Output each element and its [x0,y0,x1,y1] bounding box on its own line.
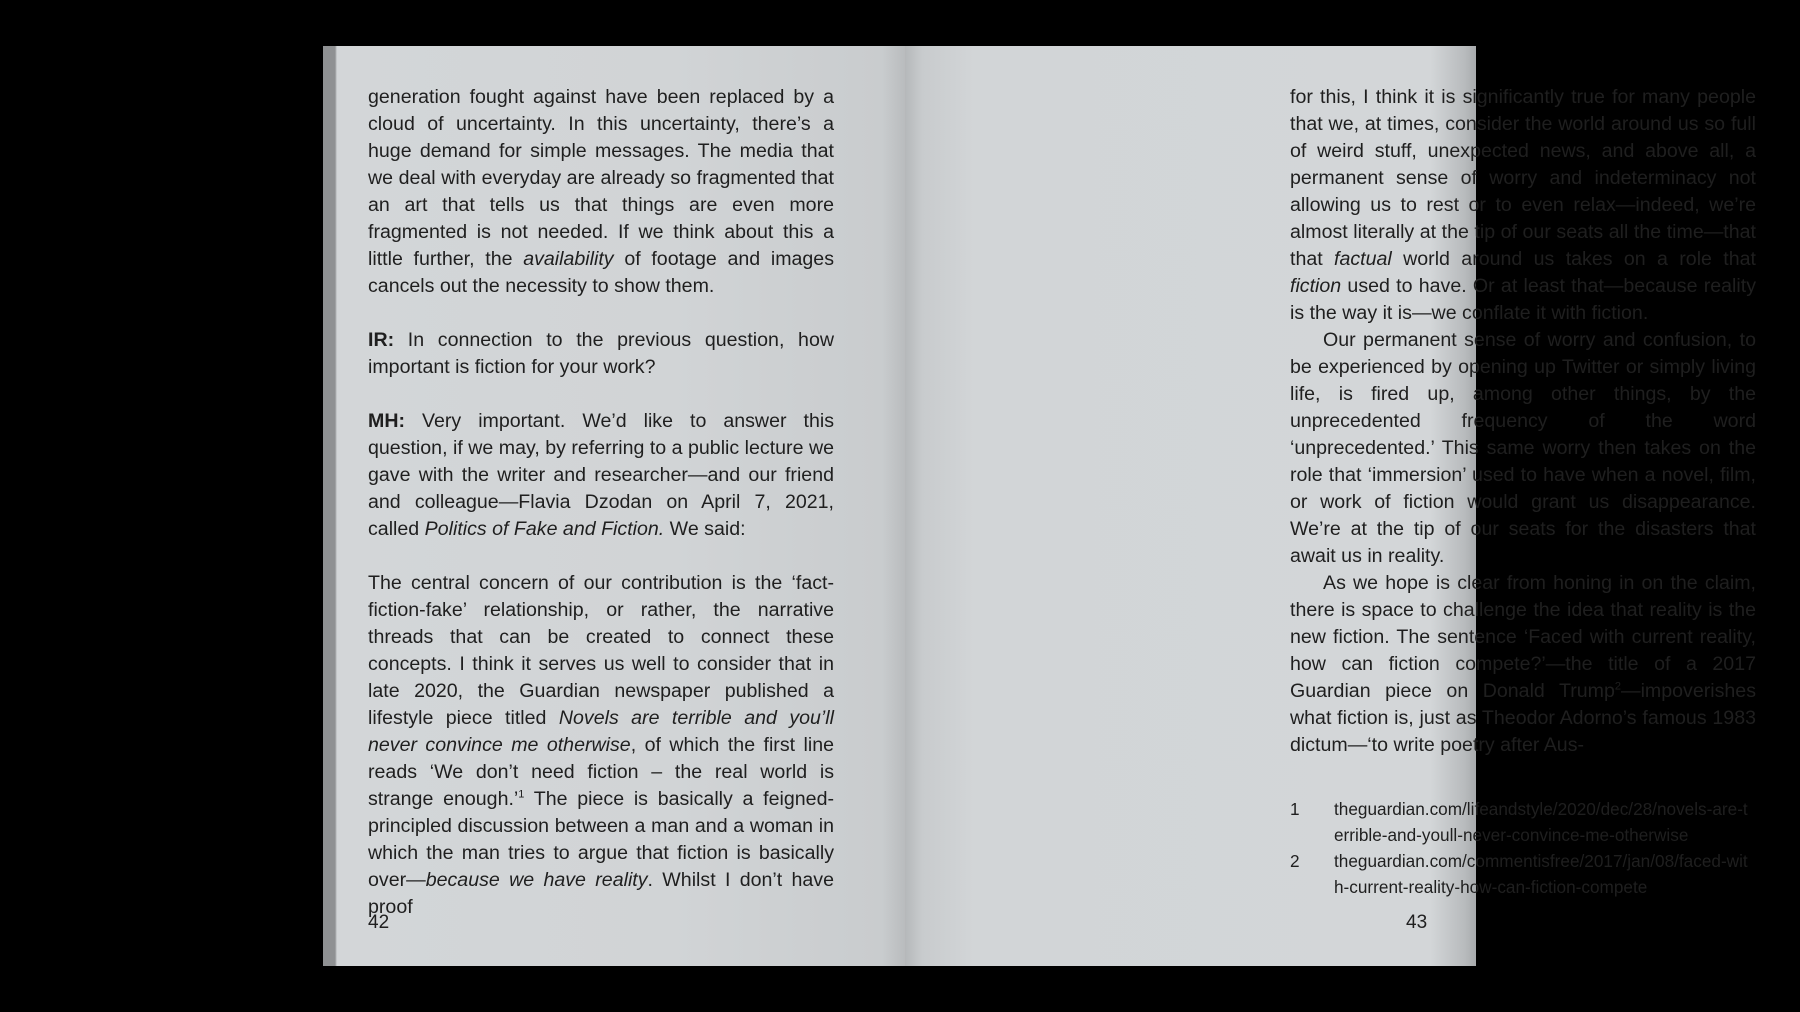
paragraph: Our permanent sense of worry and confusion, to be experienced by opening up Twitter or simply living life, is fired up, among other things, by the unprecedented frequency of the word ‘unprecedented.’ This same worry then takes on the role that ‘immersion’ used to have when a novel, film, or work of fiction would grant us disappearance. We’re at the tip of our seats for the disasters that await us in reality. [1290,329,1756,567]
paragraph-text: for this, I think it is significantly true for many people that we, at times, consider the world around us so full of weird stuff, unexpected news, and above all, a permanent sense of worry and indeterminacy not allowing us to rest or to even relax—indeed, we’re almost literally at the tip of our seats all the time—that that [1290,86,1756,270]
quote-text: The piece is basically a feigned-principled discussion between a man and a woman in which the man tries to argue that fiction is basically over— [368,788,834,891]
footnote [1290,848,1756,900]
right-page-body [1290,84,1756,759]
interview-answer [368,408,834,543]
left-page-body [368,84,834,921]
quote-text: , of which the first line reads ‘We don’t need fiction – the real world is strange enough.’ [368,734,834,810]
interview-question [368,327,834,381]
page-number: 42 [368,912,390,933]
open-book [323,46,1756,966]
paragraph [1290,570,1756,759]
quoted-passage [368,570,834,921]
footnote-ref: 1 [518,788,525,801]
italic-text: fiction [1290,275,1342,297]
paragraph-text: world around us takes on a role that [1391,248,1756,270]
italic-text: because we have reality [425,869,648,891]
paragraph [1290,84,1756,327]
paragraph-text: of footage and images cancels out the necessity to show them. [368,248,835,297]
footnote-text: theguardian.com/lifeandstyle/2020/dec/28/novels-are-terrible-and-youll-never-convince-me-otherwise [1334,799,1748,845]
footnotes [1290,796,1756,900]
paragraph-text: —impoverishes what fiction is, just as Theodor Adorno’s famous 1983 dictum—‘to write poetry after Aus- [1290,680,1756,756]
italic-text: factual [1334,248,1392,270]
left-page [323,46,905,966]
paragraph-text: As we hope is clear from honing in on the claim, there is space to challenge the idea that reality is the new fiction. The sentence ‘Faced with current reality, how can fiction compete?’—the title of a 2017 Guardian piece on Donald Trump [1290,572,1756,702]
footnote-number: 2 [1290,851,1300,871]
speaker-label: MH: [368,410,405,432]
quote-text: The central concern of our contribution is the ‘fact-fiction-fake’ relationship, or rather, the narrative threads that can be created to connect these concepts. I think it serves us well to consider that in late 2020, the Guardian newspaper published a lifestyle piece titled [368,572,834,729]
speaker-label: IR: [368,329,395,351]
answer-text: We said: [664,518,746,540]
italic-text: Novels are terrible and you’ll never convince me otherwise [368,707,834,756]
quote-text: . Whilst I don’t have proof [368,869,834,918]
paragraph-text: generation fought against have been replaced by a cloud of uncertainty. In this uncertainty, there’s a huge demand for simple messages. The media that we deal with everyday are already so fragmented that an art that tells us that things are even more fragmented is not needed. If we think about this a little further, the [368,86,834,270]
footnote [1290,796,1756,848]
italic-text: Politics of Fake and Fiction. [424,518,665,540]
page-number: 43 [1406,912,1428,933]
footnote-text: theguardian.com/commentisfree/2017/jan/08/faced-with-current-reality-how-can-fiction-compete [1334,851,1748,897]
italic-text: availability [523,248,614,270]
footnote-ref: 2 [1614,680,1621,693]
paragraph [368,84,834,300]
question-text: In connection to the previous question, how important is fiction for your work? [368,329,834,378]
footnote-number: 1 [1290,799,1300,819]
paragraph-text: used to have. Or at least that—because reality is the way it is—we conflate it with fiction. [1290,275,1756,324]
answer-text: Very important. We’d like to answer this question, if we may, by referring to a public lecture we gave with the writer and researcher—and our friend and colleague—Flavia Dzodan on April 7, 2021, called [368,410,834,540]
